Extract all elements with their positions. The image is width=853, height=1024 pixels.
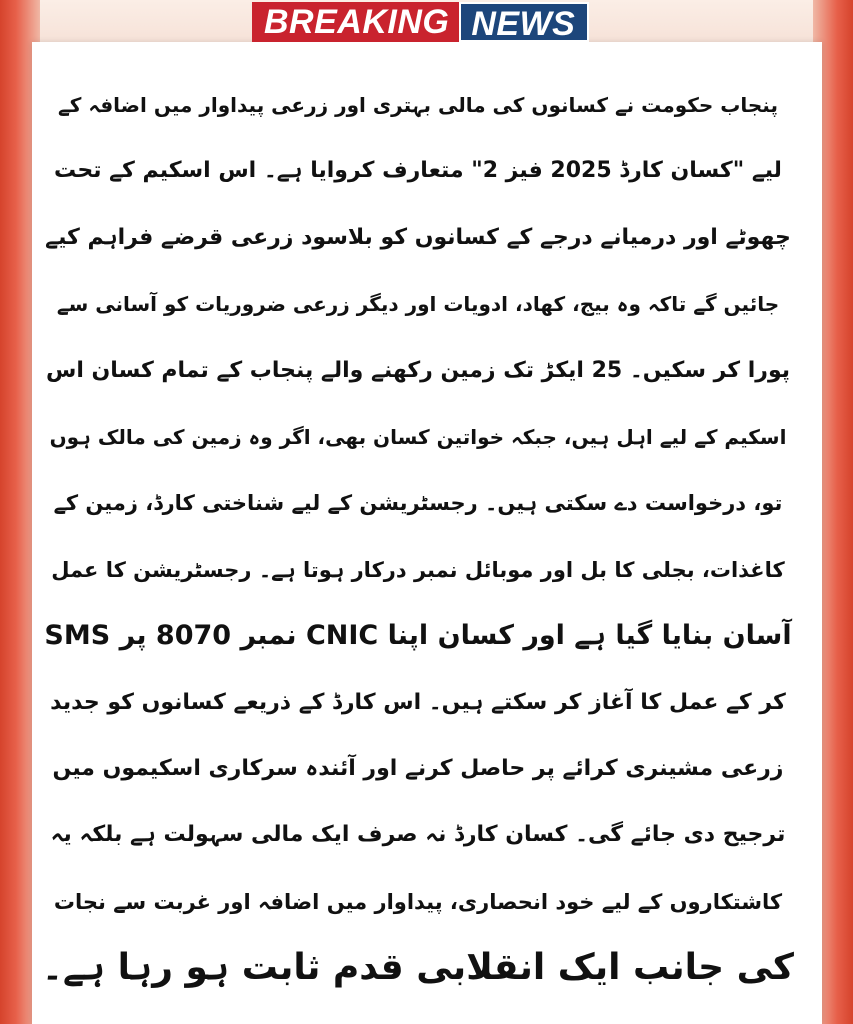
article-line: اسکیم کے لیے اہل ہیں، جبکہ خواتین کسان بھی، اگر وہ زمین کی مالک ہوں bbox=[49, 424, 787, 449]
article-line: ترجیح دی جائے گی۔ کسان کارڈ نہ صرف ایک مالی سہولت ہے بلکہ یہ bbox=[50, 822, 786, 848]
news-label: NEWS bbox=[459, 2, 589, 42]
article-line: کاغذات، بجلی کا بل اور موبائل نمبر درکار ہوتا ہے۔ رجسٹریشن کا عمل bbox=[51, 557, 785, 582]
breaking-news-banner bbox=[252, 2, 589, 42]
article-line: کاشتکاروں کے لیے خود انحصاری، پیداوار میں اضافہ اور غربت سے نجات bbox=[53, 889, 783, 914]
article-line: کی جانب ایک انقلابی قدم ثابت ہو رہا ہے۔ bbox=[41, 947, 794, 989]
article-line: جائیں گے تاکہ وہ بیج، کھاد، ادویات اور دیگر زرعی ضروریات کو آسانی سے bbox=[56, 292, 780, 317]
article-line: آسان بنایا گیا ہے اور کسان اپنا CNIC نمبر 8070 پر SMS bbox=[44, 620, 792, 652]
breaking-label: BREAKING bbox=[252, 2, 459, 42]
article-line: پنجاب حکومت نے کسانوں کی مالی بہتری اور زرعی پیداوار میں اضافہ کے bbox=[58, 93, 778, 117]
article-line: تو، درخواست دے سکتی ہیں۔ رجسٹریشن کے لیے شناختی کارڈ، زمین کے bbox=[53, 491, 783, 516]
article-line: پورا کر سکیں۔ 25 ایکڑ تک زمین رکھنے والے پنجاب کے تمام کسان اس bbox=[45, 357, 791, 383]
article-line: لیے "کسان کارڈ 2025 فیز 2" متعارف کروایا ہے۔ اس اسکیم کے تحت bbox=[54, 158, 782, 184]
article-body bbox=[42, 72, 794, 1001]
article-line: کر کے عمل کا آغاز کر سکتے ہیں۔ اس کارڈ کے ذریعے کسانوں کو جدید bbox=[50, 689, 786, 715]
article-line: چھوٹے اور درمیانے درجے کے کسانوں کو بلاسود زرعی قرضے فراہم کیے bbox=[45, 224, 791, 250]
article-line: زرعی مشینری کرائے پر حاصل کرنے اور آئندہ سرکاری اسکیموں میں bbox=[52, 755, 784, 781]
